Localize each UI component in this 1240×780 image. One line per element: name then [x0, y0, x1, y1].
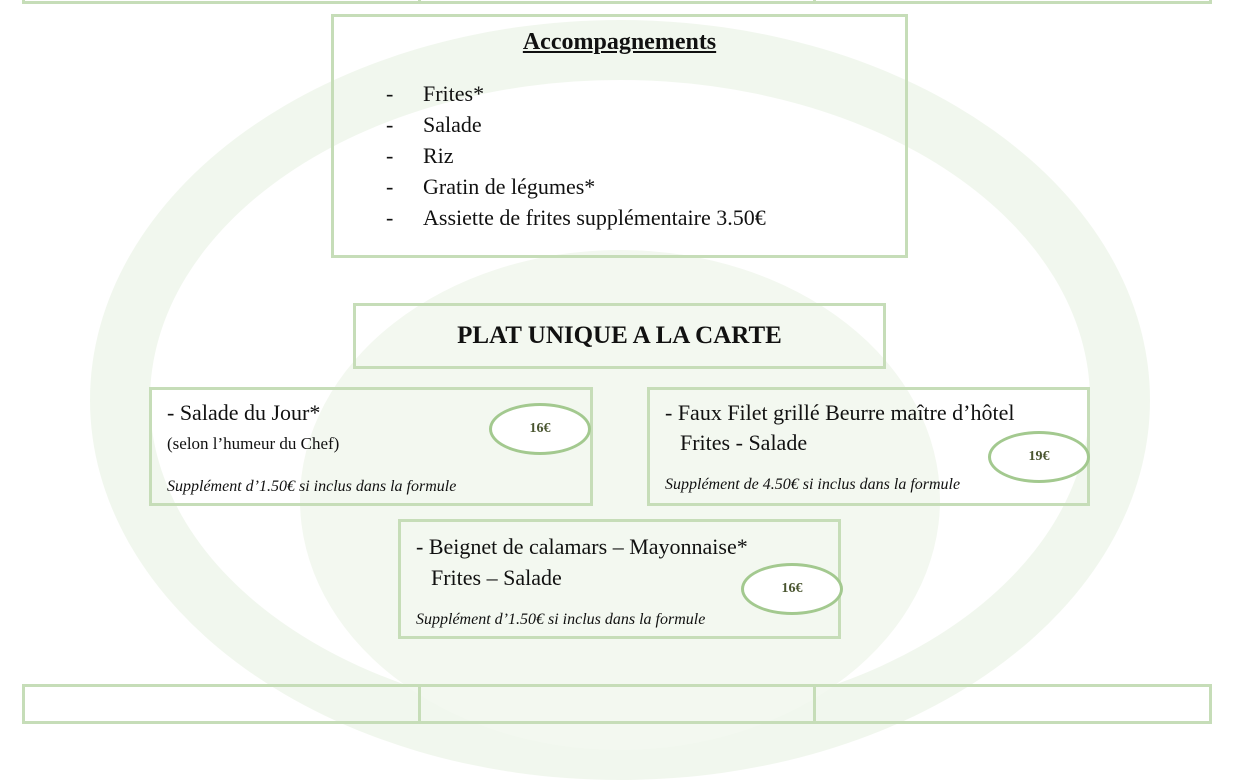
top-table-row	[22, 0, 1212, 4]
list-dash: -	[386, 205, 394, 230]
list-dash: -	[386, 112, 394, 137]
list-item: Assiette de frites supplémentaire 3.50€	[423, 205, 766, 230]
price-badge: 16€	[741, 563, 843, 615]
dish-detail: Frites - Salade	[680, 430, 808, 455]
price-badge: 19€	[988, 431, 1090, 483]
dish-supplement: Supplément de 4.50€ si inclus dans la formule	[665, 476, 961, 493]
accompagnements-box	[331, 14, 908, 258]
list-dash: -	[386, 174, 394, 199]
dish-detail: (selon l’humeur du Chef)	[167, 434, 340, 453]
price-badge: 16€	[489, 403, 591, 455]
dish-name: - Salade du Jour*	[167, 400, 321, 425]
dish-name: - Faux Filet grillé Beurre maître d’hôtel	[665, 400, 1015, 425]
accompagnements-title: Accompagnements	[522, 29, 717, 55]
dish-supplement: Supplément d’1.50€ si inclus dans la formule	[167, 478, 457, 495]
dish-name: - Beignet de calamars – Mayonnaise*	[416, 534, 748, 559]
list-item: Riz	[423, 143, 454, 168]
list-item: Frites*	[423, 81, 485, 106]
list-item: Salade	[423, 112, 482, 137]
list-dash: -	[386, 143, 394, 168]
plat-unique-title: PLAT UNIQUE A LA CARTE	[457, 322, 782, 349]
plat-unique-header	[353, 303, 886, 369]
dish-detail: Frites – Salade	[431, 565, 562, 590]
dish-supplement: Supplément d’1.50€ si inclus dans la formule	[416, 611, 706, 628]
list-dash: -	[386, 81, 394, 106]
list-item: Gratin de légumes*	[423, 174, 596, 199]
bottom-table-row	[22, 684, 1212, 724]
